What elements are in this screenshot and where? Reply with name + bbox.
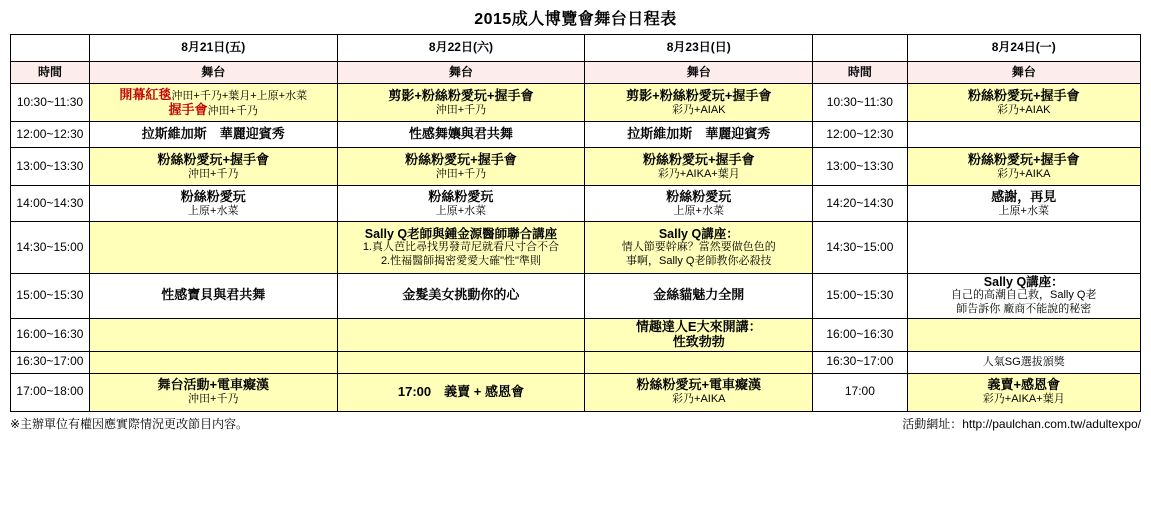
cell-day3-9 (585, 373, 813, 411)
day3-r1-sub: 彩乃+AIAK (672, 103, 726, 116)
day4-r6-line2: 師告訴你 廠商不能說的秘密 (956, 303, 1092, 316)
cell-day2-2 (337, 122, 585, 148)
time-right-7: 16:00~16:30 (813, 318, 907, 351)
day2-r2-main: 性感舞孃與君共舞 (408, 126, 513, 142)
time-left-3: 13:00~13:30 (11, 148, 90, 186)
day4-r3-main: 粉絲粉愛玩+握手會 (967, 151, 1080, 167)
time-left-7: 16:00~16:30 (11, 318, 90, 351)
time-right-2: 12:00~12:30 (813, 122, 907, 148)
table-row (11, 274, 1141, 319)
day3-r4-main: 粉絲粉愛玩 (666, 188, 732, 204)
day2-r9-main: 17:00 義賣 + 感恩會 (397, 383, 524, 399)
day4-r3-sub: 彩乃+AIKA (997, 167, 1051, 180)
cell-day4-3 (907, 148, 1141, 186)
day3-r7-main2: 性致勃勃 (672, 333, 725, 349)
table-row (11, 84, 1141, 122)
day4-r1-sub: 彩乃+AIAK (997, 103, 1051, 116)
day2-r6-main: 金髮美女挑動你的心 (402, 287, 520, 303)
day1-r3-sub: 沖田+千乃 (188, 167, 239, 180)
day4-r8-main: 人氣SG選拔頒獎 (982, 355, 1065, 368)
header-stage-4: 舞台 (907, 62, 1141, 84)
cell-day4-9 (907, 373, 1141, 411)
cell-day3-7 (585, 318, 813, 351)
time-left-6: 15:00~15:30 (11, 274, 90, 319)
cell-day2-4 (337, 186, 585, 222)
day1-r2-main: 拉斯維加斯 華麗迎賓秀 (141, 126, 285, 142)
cell-day4-7 (907, 318, 1141, 351)
schedule-table (10, 34, 1141, 412)
day4-r1-main: 粉絲粉愛玩+握手會 (967, 87, 1080, 103)
cell-day2-1 (337, 84, 585, 122)
table-row (11, 186, 1141, 222)
table-row (11, 222, 1141, 274)
time-left-4: 14:00~14:30 (11, 186, 90, 222)
cell-day4-6 (907, 274, 1141, 319)
day2-r5-line1: 1.真人芭比尋找男發苛尼就看尺寸合不合 (362, 240, 560, 253)
day3-r9-sub: 彩乃+AIKA (672, 393, 726, 406)
header-day4: 8月24日(一) (907, 35, 1141, 62)
cell-day4-8 (907, 351, 1141, 373)
cell-day1-4 (89, 186, 337, 222)
day1-r1-inline: 沖田+千乃+葉月+上原+水菜 (171, 89, 308, 102)
day1-r4-sub: 上原+水菜 (188, 204, 239, 217)
day3-r5-line2: 事啊，Sally Q老師教你必殺技 (626, 254, 772, 267)
day4-r6-title: Sally Q講座： (983, 275, 1064, 289)
day1-r1-main: 開幕紅毯 (119, 86, 172, 102)
cell-day4-2 (907, 122, 1141, 148)
day2-r1-sub: 沖田+千乃 (435, 103, 487, 116)
time-left-1: 10:30~11:30 (11, 84, 90, 122)
cell-day1-3 (89, 148, 337, 186)
header-day3: 8月23日(日) (585, 35, 813, 62)
time-right-4: 14:20~14:30 (813, 186, 907, 222)
cell-day3-2 (585, 122, 813, 148)
table-header-days (11, 35, 1141, 62)
cell-day1-2 (89, 122, 337, 148)
cell-day2-3 (337, 148, 585, 186)
cell-day2-8 (337, 351, 585, 373)
cell-day4-1 (907, 84, 1141, 122)
cell-day2-6 (337, 274, 585, 319)
day3-r5-line1: 情人節要幹麻？當然要做色色的 (621, 240, 776, 253)
day1-r9-sub: 沖田+千乃 (188, 393, 239, 406)
header-stage-1: 舞台 (89, 62, 337, 84)
day3-r7-main: 情趣達人E大來開講： (635, 318, 762, 334)
day1-r6-main: 性感寶貝與君共舞 (161, 287, 266, 303)
day2-r4-main: 粉絲粉愛玩 (428, 188, 494, 204)
cell-day2-9 (337, 373, 585, 411)
time-right-8: 16:30~17:00 (813, 351, 907, 373)
day1-r1-inline2: 沖田+千乃 (207, 104, 258, 117)
header-day2: 8月22日(六) (337, 35, 585, 62)
header-stage-3: 舞台 (585, 62, 813, 84)
cell-day4-5 (907, 222, 1141, 274)
day3-r9-main: 粉絲粉愛玩+電車癡漢 (636, 377, 762, 393)
day1-r1-main2: 握手會 (168, 101, 208, 117)
header-stage-2: 舞台 (337, 62, 585, 84)
footer-url: 活動網址：http://paulchan.com.tw/adultexpo/ (902, 416, 1141, 431)
day2-r4-sub: 上原+水菜 (435, 204, 487, 217)
page-title: 2015成人博覽會舞台日程表 (474, 11, 677, 28)
time-left-5: 14:30~15:00 (11, 222, 90, 274)
header-time-left: 時間 (11, 62, 90, 84)
time-left-2: 12:00~12:30 (11, 122, 90, 148)
cell-day3-5 (585, 222, 813, 274)
day3-r3-sub: 彩乃+AIKA+葉月 (657, 167, 740, 180)
corner-blank-2 (813, 35, 907, 62)
day1-r3-main: 粉絲粉愛玩+握手會 (157, 151, 270, 167)
table-row (11, 351, 1141, 373)
cell-day1-9 (89, 373, 337, 411)
cell-day1-5 (89, 222, 337, 274)
cell-day2-7 (337, 318, 585, 351)
table-row (11, 318, 1141, 351)
table-row (11, 373, 1141, 411)
day4-r9-main: 義賣+感恩會 (987, 377, 1061, 393)
time-right-5: 14:30~15:00 (813, 222, 907, 274)
day3-r3-main: 粉絲粉愛玩+握手會 (642, 151, 755, 167)
cell-day3-1 (585, 84, 813, 122)
cell-day3-3 (585, 148, 813, 186)
cell-day3-6 (585, 274, 813, 319)
day1-r9-main: 舞台活動+電車癡漢 (157, 377, 270, 393)
cell-day1-8 (89, 351, 337, 373)
cell-day1-1 (89, 84, 337, 122)
header-day1: 8月21日(五) (89, 35, 337, 62)
header-time-right: 時間 (813, 62, 907, 84)
time-left-9: 17:00~18:00 (11, 373, 90, 411)
day4-r4-main: 感謝，再見 (991, 188, 1057, 204)
cell-day3-4 (585, 186, 813, 222)
time-right-9: 17:00 (813, 373, 907, 411)
table-row (11, 148, 1141, 186)
footer-note: ※主辦單位有權因應實際情況更改節目内容。 (10, 416, 249, 431)
table-header-sub (11, 62, 1141, 84)
cell-day3-8 (585, 351, 813, 373)
time-left-8: 16:30~17:00 (11, 351, 90, 373)
day3-r5-title: Sally Q講座： (658, 226, 739, 241)
day4-r9-sub: 彩乃+AIKA+葉月 (982, 393, 1065, 406)
corner-blank (11, 35, 90, 62)
footer (10, 415, 1141, 433)
day3-r1-main: 剪影+粉絲粉愛玩+握手會 (626, 87, 772, 103)
day2-r5-line2: 2.性福醫師揭密愛愛大確"性"準則 (380, 254, 541, 267)
table-row (11, 122, 1141, 148)
time-right-6: 15:00~15:30 (813, 274, 907, 319)
day2-r3-sub: 沖田+千乃 (435, 167, 487, 180)
day3-r4-sub: 上原+水菜 (673, 204, 724, 217)
time-right-1: 10:30~11:30 (813, 84, 907, 122)
cell-day1-6 (89, 274, 337, 319)
day1-r4-main: 粉絲粉愛玩 (180, 188, 246, 204)
day3-r6-main: 金絲貓魅力全開 (653, 287, 745, 303)
day3-r2-main: 拉斯維加斯 華麗迎賓秀 (627, 126, 771, 142)
day2-r1-main: 剪影+粉絲粉愛玩+握手會 (388, 87, 534, 103)
cell-day2-5 (337, 222, 585, 274)
time-right-3: 13:00~13:30 (813, 148, 907, 186)
day2-r5-title: Sally Q老師與鍾金源醫師聯合講座 (364, 226, 558, 241)
day4-r4-sub: 上原+水菜 (998, 204, 1049, 217)
cell-day4-4 (907, 186, 1141, 222)
cell-day1-7 (89, 318, 337, 351)
day2-r3-main: 粉絲粉愛玩+握手會 (405, 151, 517, 167)
day4-r6-line1: 自己的高潮自己救，Sally Q老 (951, 289, 1097, 302)
